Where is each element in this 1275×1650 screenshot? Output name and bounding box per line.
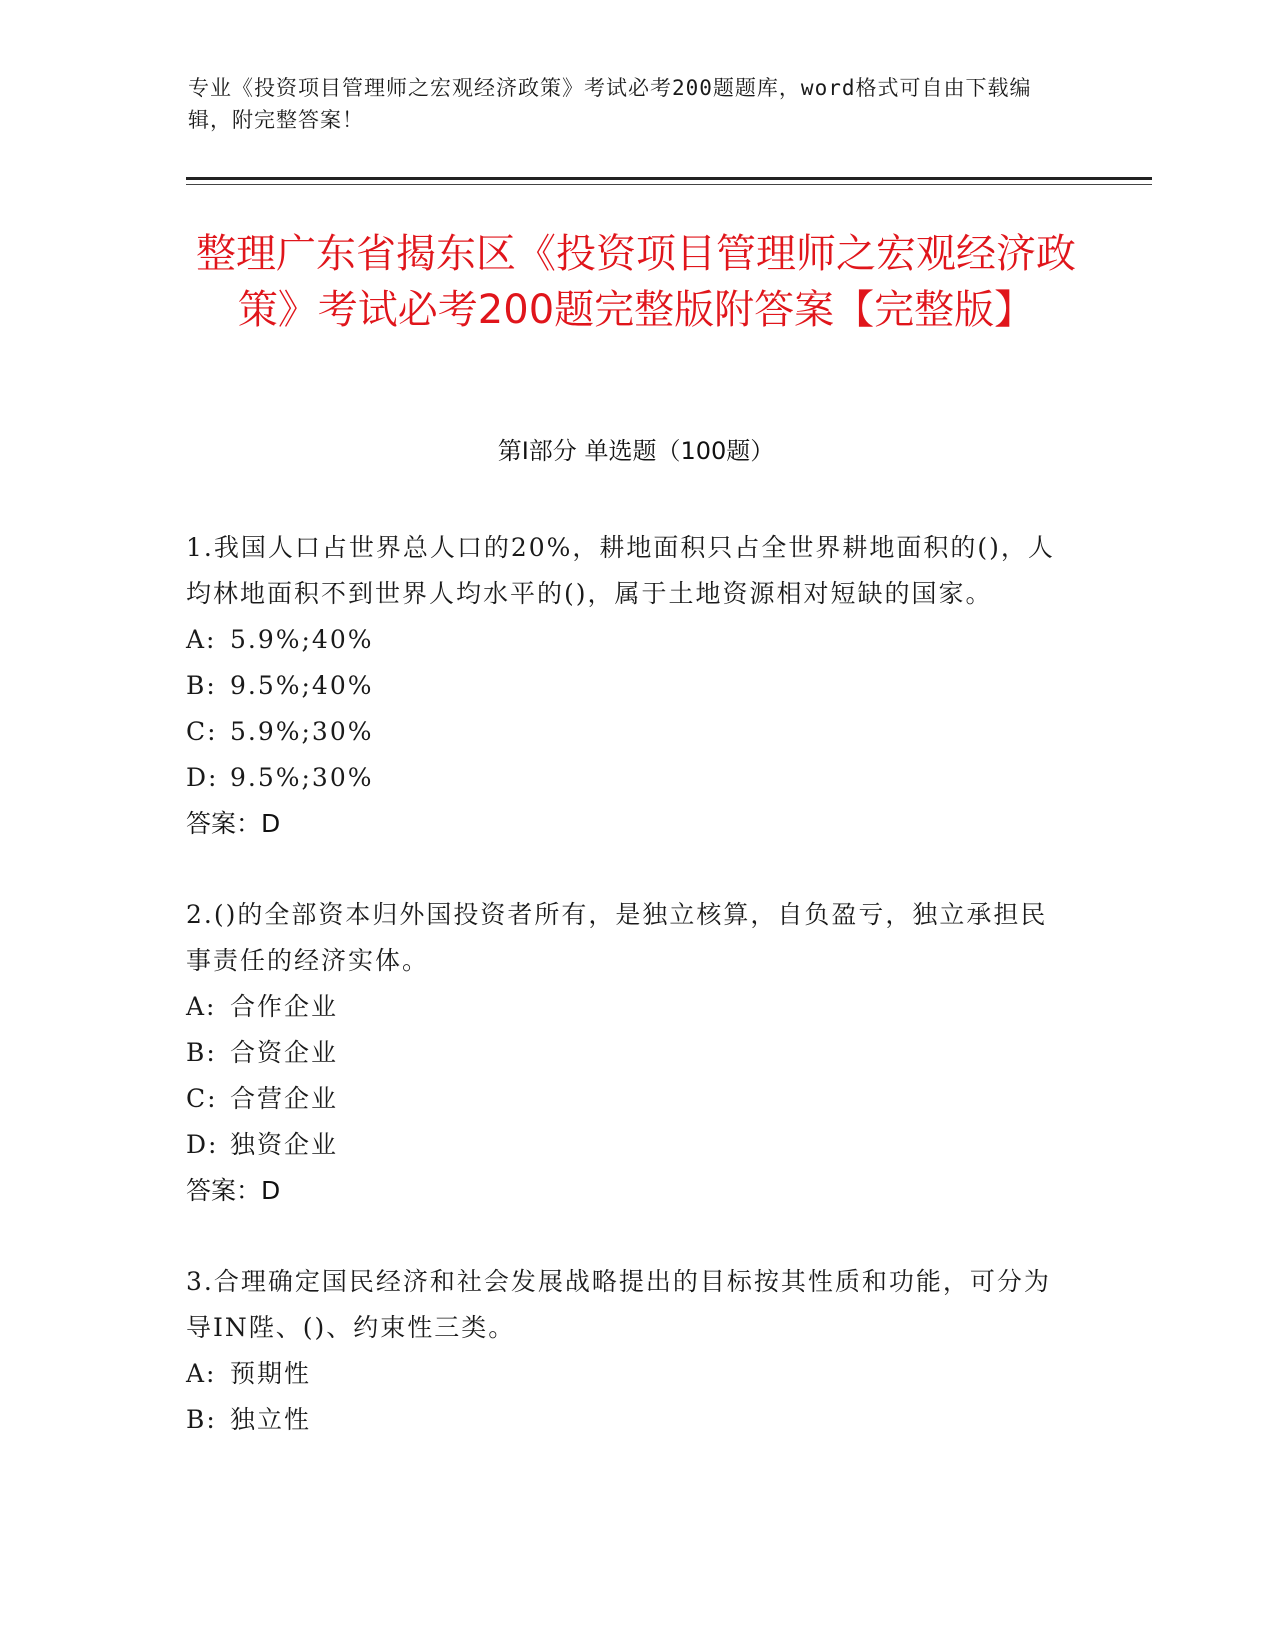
question-stem: 3.合理确定国民经济和社会发展战略提出的目标按其性质和功能，可分为导IN陛、()、约束性三类。 xyxy=(186,1267,1051,1342)
question-list xyxy=(186,525,1066,1488)
option-text: 合资企业 xyxy=(230,1038,339,1067)
option-a xyxy=(186,1351,1066,1397)
option-letter: A: xyxy=(186,625,217,654)
option-text: 5.9%;30% xyxy=(230,717,374,746)
option-c xyxy=(186,709,1066,755)
option-a xyxy=(186,617,1066,663)
option-letter: D: xyxy=(186,1130,219,1159)
option-text: 独立性 xyxy=(230,1405,312,1434)
option-letter: D: xyxy=(186,763,219,792)
option-text: 独资企业 xyxy=(230,1130,339,1159)
option-letter: C: xyxy=(186,1084,218,1113)
option-text: 5.9%;40% xyxy=(230,625,374,654)
header-rule-thin xyxy=(186,184,1152,185)
question-stem: 1.我国人口占世界总人口的20%，耕地面积只占全世界耕地面积的()，人均林地面积不到世界人均水平的()，属于土地资源相对短缺的国家。 xyxy=(186,533,1055,608)
header-note: 专业《投资项目管理师之宏观经济政策》考试必考200题题库，word格式可自由下载编辑，附完整答案！ xyxy=(188,76,1032,132)
section-heading: 第I部分 单选题（100题） xyxy=(497,437,775,465)
option-text: 预期性 xyxy=(230,1359,312,1388)
option-letter: A: xyxy=(186,1359,217,1388)
option-d xyxy=(186,755,1066,801)
option-b xyxy=(186,1397,1066,1443)
option-letter: C: xyxy=(186,717,218,746)
option-d xyxy=(186,1122,1066,1168)
header-rule-thick xyxy=(186,177,1152,180)
question-2 xyxy=(186,892,1066,1214)
option-text: 9.5%;30% xyxy=(230,763,374,792)
document-title: 整理广东省揭东区《投资项目管理师之宏观经济政策》考试必考200题完整版附答案【完整版】 xyxy=(196,231,1076,333)
option-text: 合营企业 xyxy=(230,1084,339,1113)
question-3 xyxy=(186,1259,1066,1443)
option-letter: B: xyxy=(186,671,217,700)
question-stem: 2.()的全部资本归外国投资者所有，是独立核算，自负盈亏，独立承担民事责任的经济实体。 xyxy=(186,900,1048,975)
option-b xyxy=(186,663,1066,709)
option-letter: B: xyxy=(186,1038,217,1067)
question-1 xyxy=(186,525,1066,847)
answer-line: 答案：D xyxy=(186,1176,281,1205)
option-text: 9.5%;40% xyxy=(230,671,374,700)
option-text: 合作企业 xyxy=(230,992,339,1021)
answer-line: 答案：D xyxy=(186,809,281,838)
option-letter: B: xyxy=(186,1405,217,1434)
option-b xyxy=(186,1030,1066,1076)
option-a xyxy=(186,984,1066,1030)
option-letter: A: xyxy=(186,992,217,1021)
option-c xyxy=(186,1076,1066,1122)
